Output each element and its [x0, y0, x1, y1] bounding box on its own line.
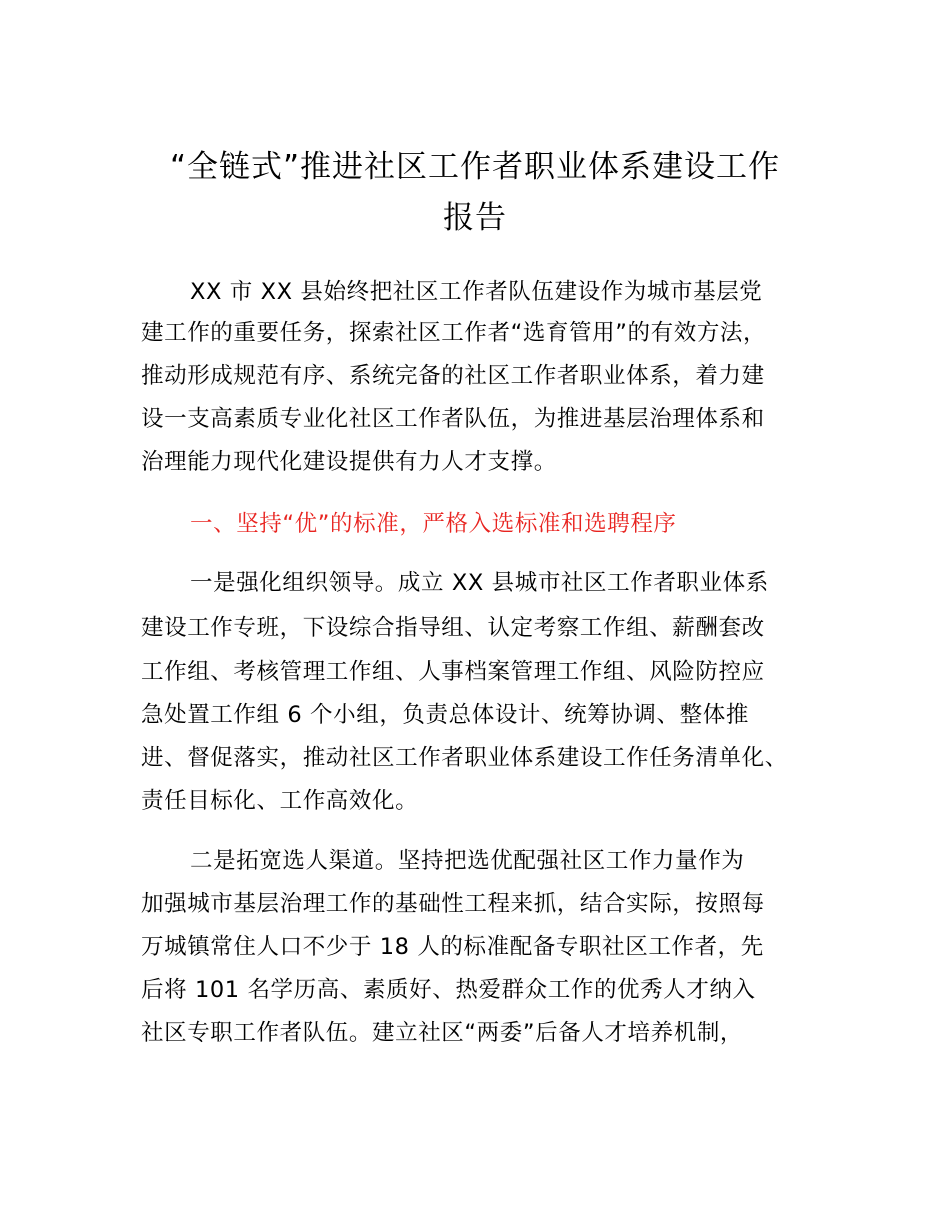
paragraph-line: 建工作的重要任务，探索社区工作者“选育管用”的有效方法，: [141, 320, 767, 346]
paragraph-line: 后将 101 名学历高、素质好、热爱群众工作的优秀人才纳入: [141, 977, 756, 1003]
paragraph-line: 建设工作专班，下设综合指导组、认定考察工作组、薪酬套改: [141, 615, 765, 641]
paragraph-line: 二是拓宽选人渠道。坚持把选优配强社区工作力量作为: [190, 848, 745, 874]
paragraph-line: 万城镇常住人口不少于 18 人的标准配备专职社区工作者，先: [141, 934, 764, 960]
paragraph-line: XX 市 XX 县始终把社区工作者队伍建设作为城市基层党: [190, 279, 763, 305]
paragraph-line: 设一支高素质专业化社区工作者队伍，为推进基层治理体系和: [141, 406, 765, 432]
paragraph-line: 工作组、考核管理工作组、人事档案管理工作组、风险防控应: [141, 659, 765, 685]
paragraph-line: 进、督促落实，推动社区工作者职业体系建设工作任务清单化、: [141, 745, 788, 771]
paragraph-line: 加强城市基层治理工作的基础性工程来抓，结合实际，按照每: [141, 891, 765, 917]
paragraph-line: 急处置工作组 6 个小组，负责总体设计、统筹协调、整体推: [141, 702, 749, 728]
document-title: “全链式”推进社区工作者职业体系建设工作: [169, 149, 781, 185]
document-title-continued: 报告: [443, 200, 507, 236]
section-heading: 一、坚持“优”的标准，严格入选标准和选聘程序: [190, 511, 677, 537]
paragraph-line: 责任目标化、工作高效化。: [141, 788, 419, 814]
paragraph-line: 一是强化组织领导。成立 XX 县城市社区工作者职业体系: [190, 570, 769, 596]
paragraph-line: 推动形成规范有序、系统完备的社区工作者职业体系，着力建: [141, 363, 765, 389]
paragraph-line: 治理能力现代化建设提供有力人才支撑。: [141, 449, 557, 475]
paragraph-line: 社区专职工作者队伍。建立社区“两委”后备人才培养机制，: [141, 1020, 744, 1046]
